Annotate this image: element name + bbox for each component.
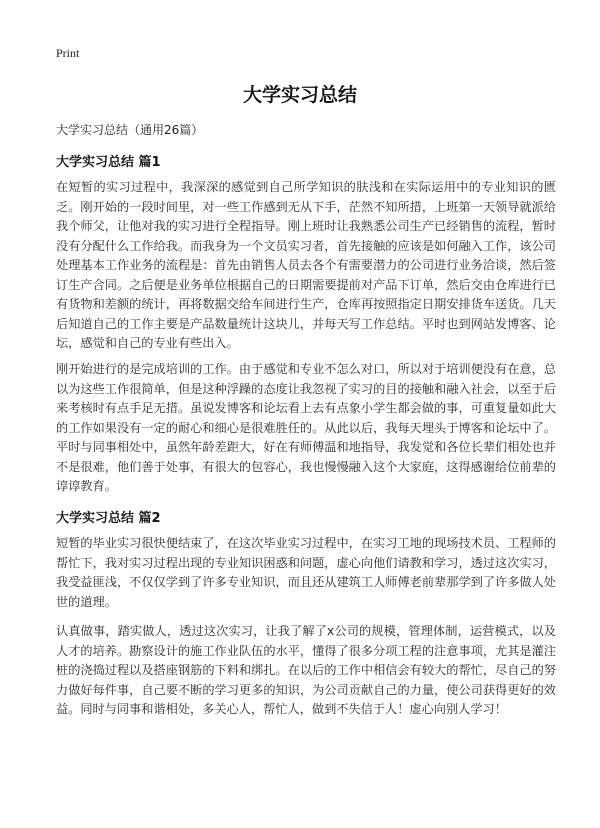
page-title: 大学实习总结 <box>242 84 357 106</box>
section-2-paragraph-2: 认真做事，踏实做人，透过这次实习，让我了解了x公司的规模，管理体制，运营模式，以及人才的培养。勘察设计的施工作业队伍的水平，懂得了很多分项工程的注意事项，尤其是灌注桩的浇捣过程以及搭座钢筋的下料和绑扎。在以后的工作中相信会有较大的帮忙，尽自己的努力做好每件事，自己要不断的学习更多的知识，为公司贡献自己的力量，使公司获得更好的效益。同时与同事和谐相处，多关心人，帮忙人，做到不失信于人！虚心向别人学习！ <box>56 624 556 716</box>
section-1-paragraph-2: 刚开始进行的是完成培训的工作。由于感觉和专业不怎么对口，所以对于培训便没有在意，总以为这些工作很简单，但是这种浮躁的态度让我忽视了实习的目的接触和融入社会，以至于后来考核时有点手足无措。虽说发博客和论坛看上去有点象小学生都会做的事，可重复量如此大的工作如果没有一定的耐心和细心是很难胜任的。从此以后，我每天埋头于博客和论坛中了。平时与同事相处中，虽然年龄差距大，好在有师傅温和地指导，我发觉和各位长辈们相处也并不是很难，他们善于处事，有很大的包容心，我也慢慢融入这个大家庭，这得感谢给位前辈的谆谆教育。 <box>56 362 556 493</box>
section-2-paragraph-1: 短暂的毕业实习很快便结束了，在这次毕业实习过程中，在实习工地的现场技术员、工程师的帮忙下，我对实习过程出现的专业知识困惑和问题，虚心向他们请教和学习，透过这次实习，我受益匪浅，不仅仅学到了许多专业知识，而且还从建筑工人师傅老前辈那学到了许多做人处世的道理。 <box>56 536 556 609</box>
document-subtitle: 大学实习总结（通用26篇） <box>56 123 204 137</box>
section-heading-1: 大学实习总结 篇1 <box>56 155 161 170</box>
section-1-paragraph-1: 在短暂的实习过程中，我深深的感觉到自己所学知识的肤浅和在实际运用中的专业知识的匮乏。刚开始的一段时间里，对一些工作感到无从下手，茫然不知所措，上班第一天领导就派给我个师父，让他对我的实习进行全程指导。刚上班时让我熟悉公司生产已经销售的流程，暂时没有分配什么工作给我。而我身为一个文员实习者，首先接触的应该是如何融入工作，该公司处理基本工作业务的流程是：首先由销售人员去各个有需要潜力的公司进行业务洽谈，然后签订生产合同。之后便是业务单位根据自己的日期需要提前对产品下订单，然后交由仓库进行已有货物和差额的统计，再将数据交给车间进行生产，仓库再按照指定日期安排货车送货。几天后知道自己的工作主要是产品数量统计这块儿，并每天写工作总结。平时也到网站发博客、论坛，感觉和自己的专业有些出入。 <box>56 180 556 350</box>
section-heading-2: 大学实习总结 篇2 <box>56 511 161 526</box>
print-link[interactable]: Print <box>56 46 80 60</box>
